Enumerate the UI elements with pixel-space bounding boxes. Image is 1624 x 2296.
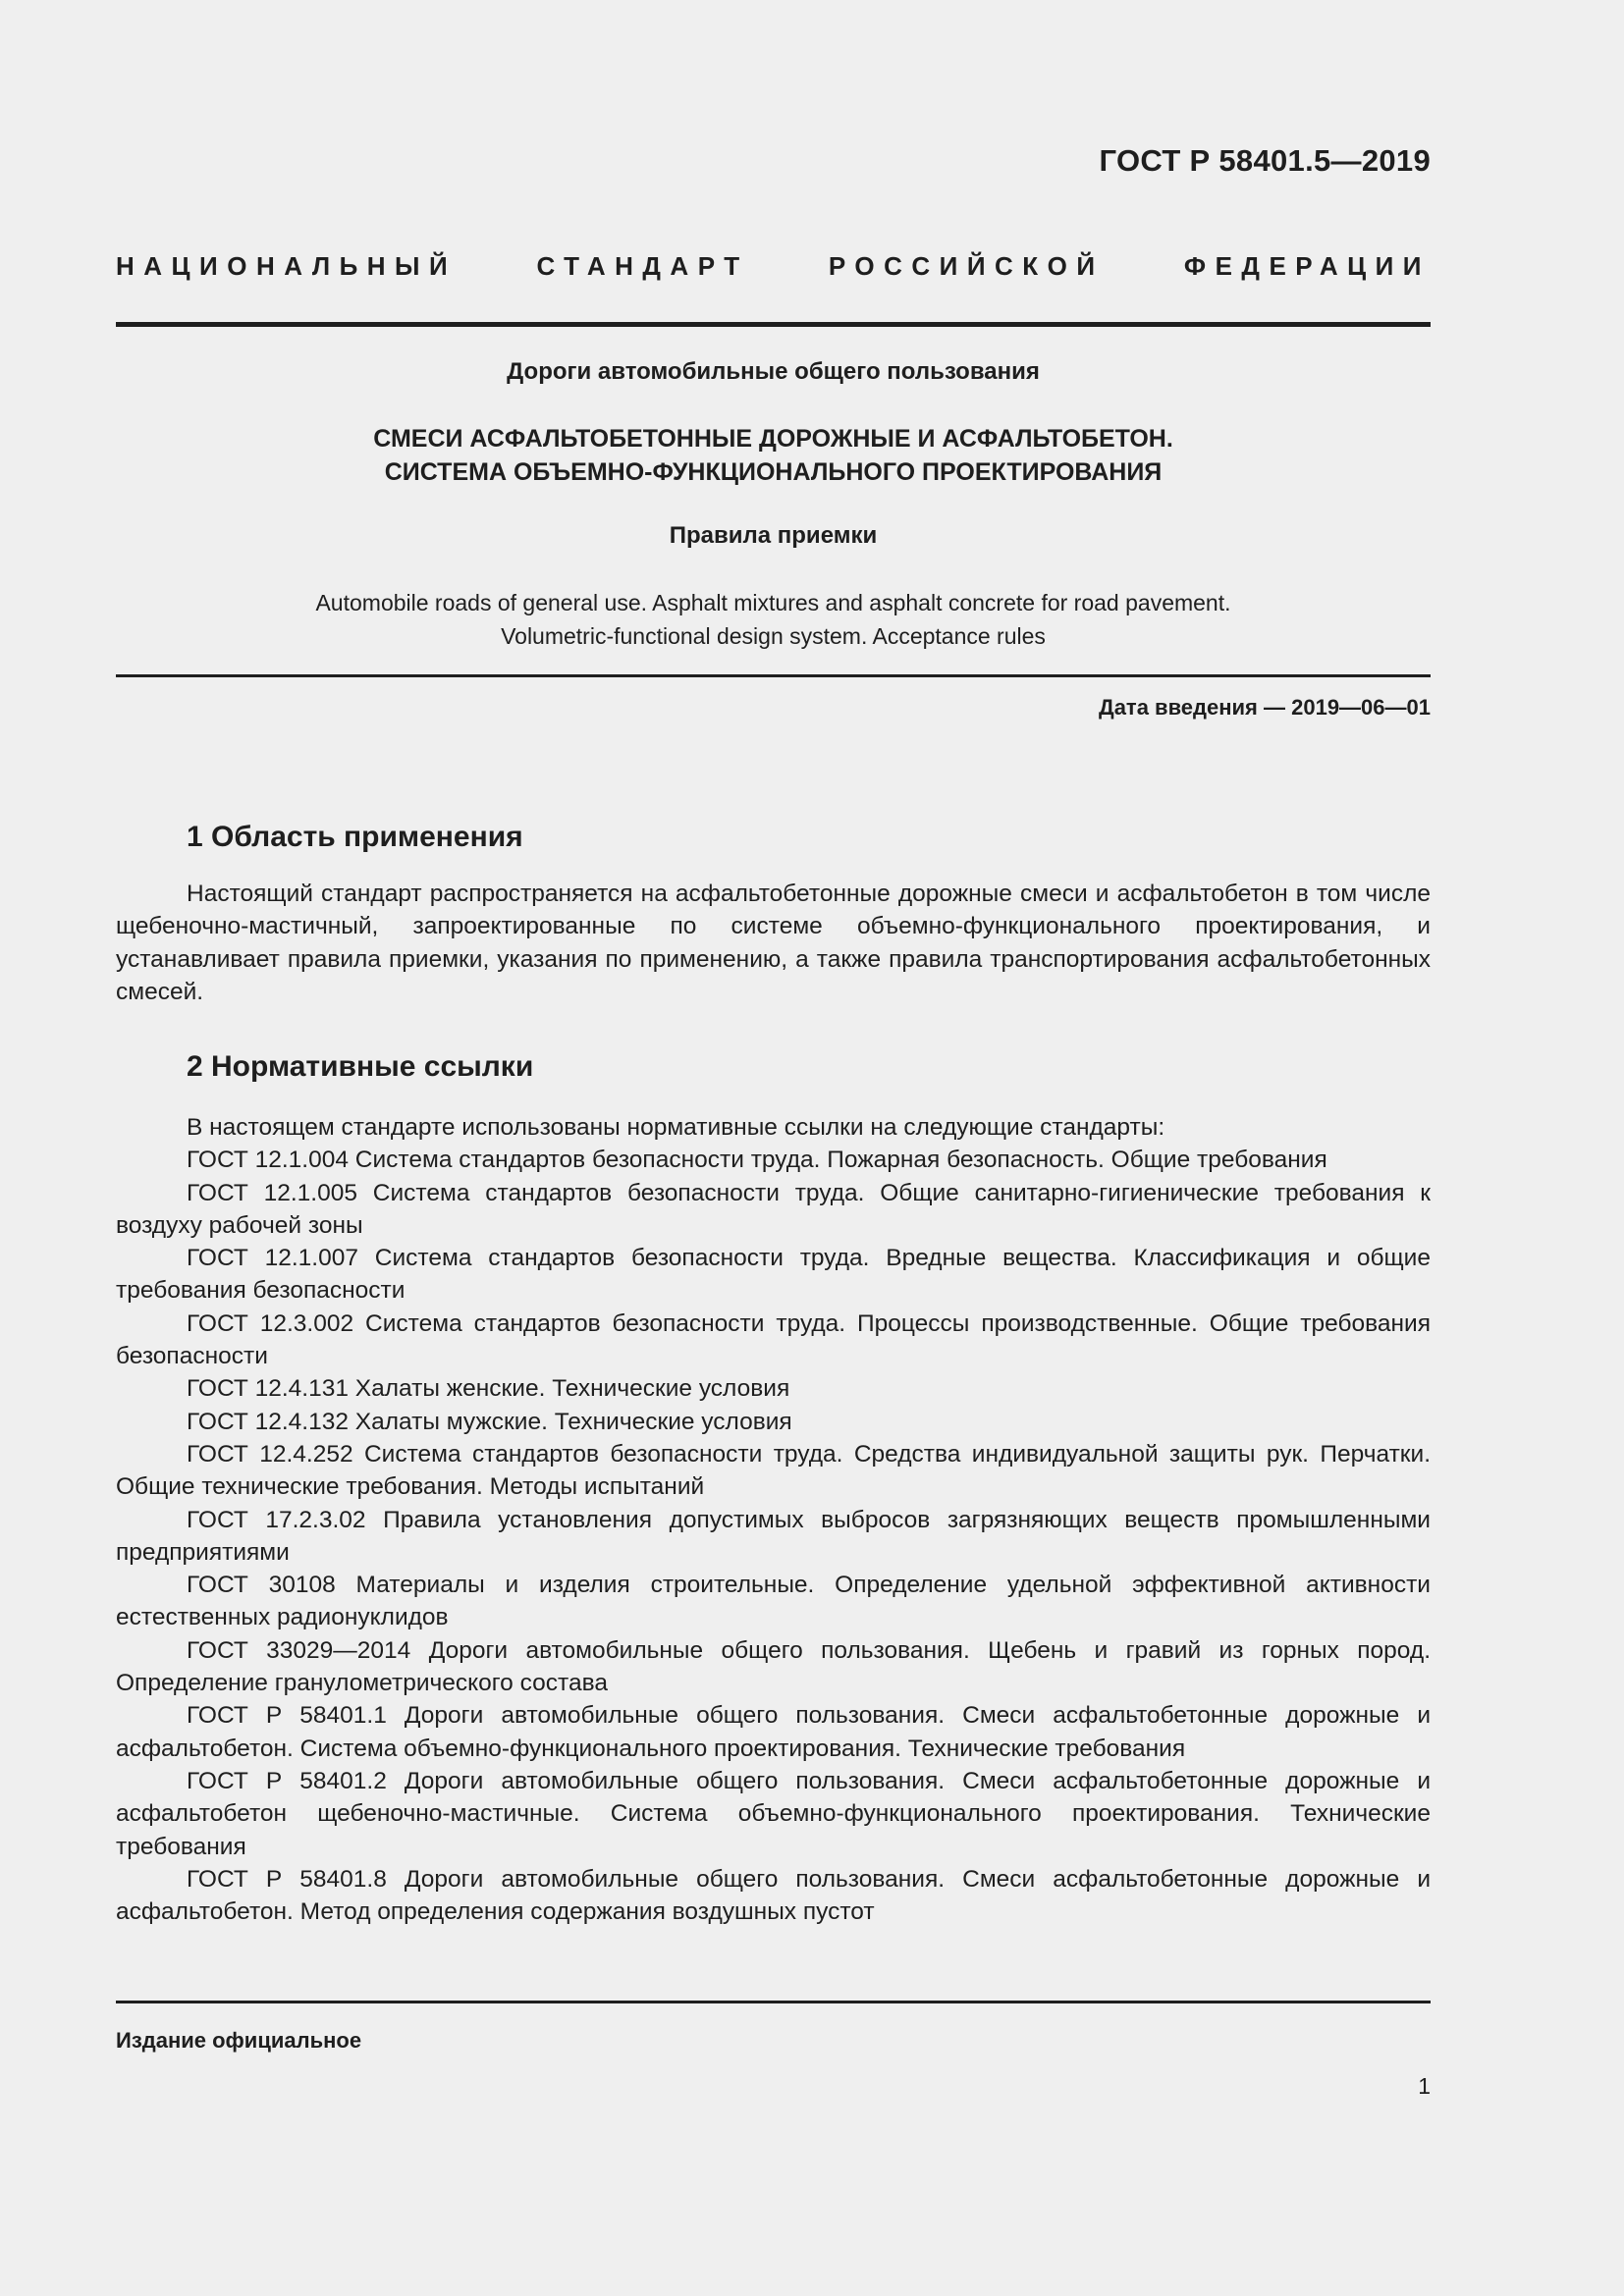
title-rules: Правила приемки	[669, 522, 878, 549]
top-divider	[116, 322, 1431, 327]
section-1-paragraph: Настоящий стандарт распространяется на асфальтобетонные дорожные смеси и асфальтобетон в том числе щебеночно-мастичный, запроектированные по системе объемно-функционального проектирования, и устанавливает правила приемки, указания по применению, а также правила транспортирования асфальтобетонных смесей.	[116, 881, 1431, 1005]
reference-item: ГОСТ 12.3.002 Система стандартов безопасности труда. Процессы производственные. Общие требования безопасности	[116, 1309, 1431, 1370]
section-1-body	[116, 878, 1431, 1008]
section-1-heading: 1 Область применения	[187, 821, 523, 853]
reference-item: ГОСТ Р 58401.8 Дороги автомобильные общего пользования. Смеси асфальтобетонные дорожные и асфальтобетон. Метод определения содержания воздушных пустот	[116, 1865, 1431, 1926]
reference-item: ГОСТ 12.1.004 Система стандартов безопасности труда. Пожарная безопасность. Общие требования	[187, 1147, 1327, 1174]
reference-item: ГОСТ 33029—2014 Дороги автомобильные общего пользования. Щебень и гравий из горных пород. Определение гранулометрического состава	[116, 1636, 1431, 1697]
national-standard-banner: НАЦИОНАЛЬНЫЙ СТАНДАРТ РОССИЙСКОЙ ФЕДЕРАЦИИ	[116, 251, 1431, 281]
section-2-body	[116, 1111, 1431, 1928]
official-edition-label: Издание официальное	[116, 2028, 362, 2053]
document-page	[116, 0, 1431, 2296]
reference-item: ГОСТ 12.4.132 Халаты мужские. Технические условия	[187, 1408, 792, 1435]
title-subtitle: Дороги автомобильные общего пользования	[507, 358, 1040, 385]
reference-item: ГОСТ 30108 Материалы и изделия строительные. Определение удельной эффективной активности естественных радионуклидов	[116, 1572, 1431, 1631]
page-number: 1	[1418, 2073, 1431, 2099]
reference-item: ГОСТ 12.1.007 Система стандартов безопасности труда. Вредные вещества. Классификация и общие требования безопасности	[116, 1245, 1431, 1305]
reference-item: ГОСТ 12.4.252 Система стандартов безопасности труда. Средства индивидуальной защиты рук. Перчатки. Общие технические требования. Методы испытаний	[116, 1440, 1431, 1501]
section-2-heading: 2 Нормативные ссылки	[187, 1050, 534, 1083]
reference-item: ГОСТ 12.1.005 Система стандартов безопасности труда. Общие санитарно-гигиенические требования к воздуху рабочей зоны	[116, 1179, 1431, 1239]
english-title-line-2: Volumetric-functional design system. Acceptance rules	[501, 623, 1046, 649]
main-title-line-1: СМЕСИ АСФАЛЬТОБЕТОННЫЕ ДОРОЖНЫЕ И АСФАЛЬТОБЕТОН.	[373, 425, 1173, 453]
reference-item: ГОСТ 12.4.131 Халаты женские. Технические условия	[187, 1375, 790, 1403]
footer-divider	[116, 2001, 1431, 2003]
reference-item: ГОСТ Р 58401.2 Дороги автомобильные общего пользования. Смеси асфальтобетонные дорожные и асфальтобетон щебеночно-мастичные. Система объемно-функционального проектирования. Технические требования	[116, 1767, 1431, 1860]
main-title-line-2: СИСТЕМА ОБЪЕМНО-ФУНКЦИОНАЛЬНОГО ПРОЕКТИРОВАНИЯ	[384, 458, 1163, 486]
main-title	[116, 422, 1431, 489]
english-title	[116, 586, 1431, 653]
english-title-line-1: Automobile roads of general use. Asphalt mixtures and asphalt concrete for road pavement.	[315, 590, 1231, 615]
introduction-date: Дата введения — 2019—06—01	[1099, 695, 1431, 720]
reference-item: ГОСТ Р 58401.1 Дороги автомобильные общего пользования. Смеси асфальтобетонные дорожные и асфальтобетон. Система объемно-функционального проектирования. Технические требования	[116, 1702, 1431, 1762]
section-2-intro: В настоящем стандарте использованы нормативные ссылки на следующие стандарты:	[187, 1114, 1165, 1141]
title-divider	[116, 674, 1431, 677]
reference-item: ГОСТ 17.2.3.02 Правила установления допустимых выбросов загрязняющих веществ промышленными предприятиями	[116, 1506, 1431, 1566]
document-code: ГОСТ Р 58401.5—2019	[1099, 143, 1431, 178]
